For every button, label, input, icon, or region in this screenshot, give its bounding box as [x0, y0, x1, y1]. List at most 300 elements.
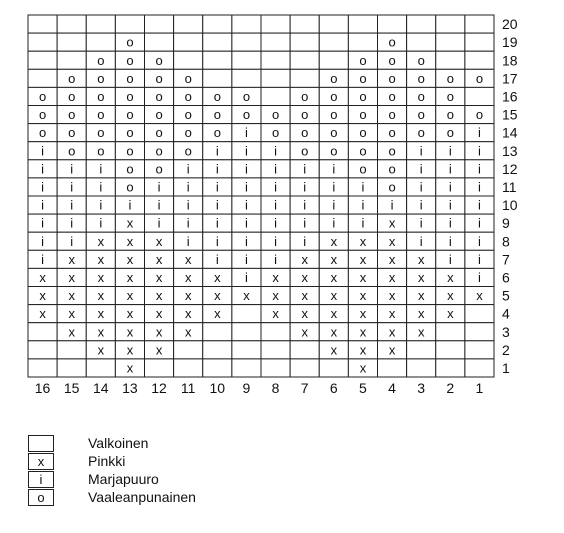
chart-cell — [232, 341, 261, 359]
chart-symbol: o — [155, 143, 163, 159]
chart-cell — [348, 33, 377, 51]
chart-cell — [203, 15, 232, 33]
chart-cell — [145, 359, 174, 377]
chart-symbol: i — [419, 197, 423, 213]
column-label: 16 — [34, 380, 51, 396]
chart-symbol: x — [126, 360, 134, 376]
chart-symbol: x — [97, 342, 105, 358]
chart-symbol: i — [332, 215, 336, 231]
chart-symbol: o — [301, 107, 309, 123]
chart-symbol: i — [477, 197, 481, 213]
chart-cell — [407, 33, 436, 51]
chart-cell — [28, 323, 57, 341]
row-label: 9 — [502, 215, 510, 232]
chart-symbol: x — [126, 324, 134, 340]
legend-swatch: o — [28, 489, 54, 506]
chart-symbol: o — [388, 34, 396, 50]
chart-symbol: x — [301, 269, 308, 285]
chart-symbol: o — [213, 88, 221, 104]
chart-symbol: o — [38, 107, 47, 123]
chart-symbol: x — [301, 306, 308, 322]
chart-symbol: o — [388, 161, 396, 177]
chart-cell — [57, 341, 86, 359]
chart-symbol: x — [97, 324, 105, 340]
chart-cell — [465, 341, 494, 359]
chart-cell — [290, 359, 319, 377]
chart-symbol: o — [38, 125, 47, 141]
chart-symbol: o — [155, 125, 163, 141]
chart-symbol: i — [448, 143, 452, 159]
chart-symbol: i — [274, 161, 278, 177]
row-label: 12 — [502, 160, 518, 177]
chart-symbol: i — [41, 143, 45, 159]
row-label: 7 — [502, 251, 510, 268]
chart-symbol: x — [388, 215, 396, 231]
column-label: 1 — [475, 380, 484, 396]
chart-cell — [407, 341, 436, 359]
chart-symbol: i — [332, 161, 336, 177]
chart-symbol: x — [184, 288, 192, 304]
row-label: 3 — [502, 323, 510, 340]
chart-cell — [145, 33, 174, 51]
chart-cell — [174, 341, 203, 359]
chart-symbol: i — [244, 251, 248, 267]
chart-symbol: x — [155, 342, 163, 358]
chart-symbol: o — [388, 107, 396, 123]
chart-symbol: o — [417, 125, 425, 141]
chart-symbol: x — [388, 269, 396, 285]
chart-symbol: x — [417, 251, 425, 267]
chart-symbol: i — [274, 197, 278, 213]
chart-symbol: x — [359, 251, 367, 267]
row-label: 18 — [502, 52, 518, 69]
chart-symbol: i — [215, 197, 219, 213]
chart-symbol: i — [477, 233, 481, 249]
chart-symbol: o — [97, 52, 105, 68]
chart-symbol: i — [215, 251, 219, 267]
chart-symbol: o — [68, 70, 76, 86]
chart-symbol: x — [214, 306, 221, 322]
chart-cell — [115, 15, 144, 33]
chart-cell — [232, 69, 261, 87]
chart-cell — [290, 33, 319, 51]
chart-symbol: o — [155, 107, 163, 123]
chart-symbol: i — [477, 215, 481, 231]
row-label: 4 — [502, 305, 510, 322]
column-label: 5 — [359, 380, 367, 396]
chart-symbol: i — [244, 215, 248, 231]
chart-symbol: x — [184, 306, 192, 322]
chart-cell — [436, 341, 465, 359]
chart-symbol: o — [68, 88, 76, 104]
chart-cell — [290, 69, 319, 87]
chart-symbol: i — [448, 215, 452, 231]
chart-symbol: i — [186, 215, 190, 231]
chart-cell — [465, 33, 494, 51]
chart-symbol: x — [126, 342, 134, 358]
chart-symbol: i — [99, 179, 103, 195]
chart-symbol: x — [155, 269, 163, 285]
chart-symbol: o — [301, 143, 309, 159]
chart-symbol: i — [448, 197, 452, 213]
chart-symbol: i — [244, 161, 248, 177]
chart-symbol: o — [155, 88, 163, 104]
chart-cell — [261, 323, 290, 341]
chart-cell — [232, 305, 261, 323]
chart-cell — [261, 341, 290, 359]
chart-symbol: i — [99, 161, 103, 177]
chart-cell — [203, 341, 232, 359]
row-label: 17 — [502, 70, 518, 87]
chart-symbol: x — [39, 306, 46, 322]
chart-symbol: i — [41, 251, 45, 267]
chart-symbol: o — [126, 179, 134, 195]
legend-swatch — [28, 435, 54, 452]
chart-symbol: o — [155, 161, 163, 177]
chart-symbol: x — [447, 269, 454, 285]
chart-symbol: o — [388, 143, 396, 159]
chart-symbol: o — [417, 88, 425, 104]
column-label: 14 — [93, 380, 109, 396]
chart-symbol: o — [359, 143, 367, 159]
chart-symbol: x — [155, 251, 163, 267]
chart-symbol: x — [388, 306, 396, 322]
chart-symbol: x — [330, 269, 338, 285]
chart-symbol: x — [359, 306, 367, 322]
chart-symbol: o — [388, 179, 396, 195]
chart-symbol: x — [330, 324, 338, 340]
chart-symbol: x — [126, 251, 134, 267]
chart-symbol: o — [97, 125, 105, 141]
chart-cell — [465, 51, 494, 69]
chart-symbol: i — [419, 161, 423, 177]
chart-symbol: i — [303, 215, 307, 231]
chart-cell — [407, 359, 436, 377]
chart-symbol: i — [215, 233, 219, 249]
chart-cell — [436, 15, 465, 33]
chart-symbol: x — [39, 269, 46, 285]
column-label: 8 — [271, 380, 280, 396]
legend-label: Pinkki — [88, 453, 126, 469]
chart-symbol: i — [244, 269, 248, 285]
chart-symbol: o — [242, 107, 251, 123]
chart-cell — [57, 359, 86, 377]
chart-symbol: x — [388, 251, 396, 267]
chart-symbol: o — [184, 107, 192, 123]
chart-symbol: o — [330, 125, 338, 141]
chart-cell — [28, 51, 57, 69]
chart-symbol: i — [303, 233, 307, 249]
chart-cell — [86, 359, 115, 377]
chart-symbol: o — [301, 88, 309, 104]
chart-symbol: o — [475, 70, 484, 86]
chart-symbol: o — [330, 70, 338, 86]
chart-symbol: o — [126, 107, 134, 123]
chart-symbol: i — [244, 125, 248, 141]
chart-symbol: x — [97, 288, 105, 304]
column-label: 11 — [180, 380, 196, 396]
chart-symbol: o — [97, 143, 105, 159]
chart-cell — [174, 51, 203, 69]
column-numbers — [35, 380, 484, 396]
chart-symbol: i — [361, 215, 365, 231]
column-label: 13 — [122, 380, 138, 396]
row-label: 2 — [502, 341, 510, 358]
chart-symbol: x — [68, 324, 75, 340]
chart-symbol: o — [97, 70, 105, 86]
chart-symbol: o — [155, 70, 163, 86]
chart-symbol: o — [126, 161, 134, 177]
chart-cell — [465, 15, 494, 33]
chart-symbol: i — [419, 233, 423, 249]
chart-symbol: i — [41, 215, 45, 231]
chart-cell — [232, 359, 261, 377]
chart-symbol: o — [446, 107, 454, 123]
chart-symbol: o — [242, 88, 251, 104]
chart-symbol: o — [301, 125, 309, 141]
chart-symbol: o — [446, 88, 454, 104]
chart-symbol: x — [97, 251, 105, 267]
chart-symbol: x — [214, 269, 221, 285]
chart-symbol: i — [99, 215, 103, 231]
row-label: 19 — [502, 34, 518, 51]
chart-cell — [232, 323, 261, 341]
row-label: 14 — [502, 124, 518, 141]
chart-symbol: o — [359, 107, 367, 123]
chart-symbol: o — [359, 52, 367, 68]
chart-symbol: o — [359, 125, 367, 141]
chart-symbol: x — [417, 324, 425, 340]
legend-label: Vaaleanpunainen — [88, 489, 196, 505]
chart-symbol: o — [126, 88, 134, 104]
chart-cell — [86, 15, 115, 33]
chart-symbol: o — [126, 125, 134, 141]
chart-symbol: o — [68, 107, 76, 123]
column-label: 10 — [209, 380, 226, 396]
row-label: 1 — [502, 359, 510, 376]
chart-cell — [436, 51, 465, 69]
chart-symbol: i — [274, 215, 278, 231]
chart-cell — [57, 51, 86, 69]
chart-symbol: x — [68, 269, 75, 285]
chart-symbol: x — [301, 251, 308, 267]
chart-symbol: x — [417, 288, 425, 304]
chart-symbol: o — [475, 107, 484, 123]
chart-symbol: x — [68, 306, 75, 322]
chart-symbol: i — [70, 179, 74, 195]
column-label: 9 — [242, 380, 251, 396]
chart-symbol: i — [215, 161, 219, 177]
chart-symbol: i — [99, 197, 103, 213]
chart-symbol: x — [184, 251, 192, 267]
column-label: 15 — [63, 380, 80, 396]
chart-symbol: i — [157, 179, 161, 195]
chart-symbol: x — [272, 288, 279, 304]
chart-symbol: o — [446, 70, 454, 86]
chart-symbol: i — [215, 215, 219, 231]
chart-symbol: i — [477, 251, 481, 267]
column-label: 4 — [388, 380, 396, 396]
chart-cell — [203, 51, 232, 69]
legend-swatch: x — [28, 453, 54, 470]
chart-cell — [465, 323, 494, 341]
column-label: 7 — [300, 380, 309, 396]
chart-cell — [174, 33, 203, 51]
chart-symbol: x — [97, 233, 105, 249]
chart-symbol: o — [184, 125, 192, 141]
chart-grid — [28, 15, 494, 377]
chart-symbol: o — [38, 88, 47, 104]
chart-symbol: i — [477, 125, 481, 141]
row-label: 8 — [502, 233, 510, 250]
chart-symbol: i — [419, 143, 423, 159]
column-label: 6 — [329, 380, 338, 396]
legend-label: Marjapuuro — [88, 471, 159, 487]
chart-symbol: x — [476, 288, 483, 304]
column-label: 2 — [446, 380, 455, 396]
chart-cell — [465, 87, 494, 105]
chart-symbol: i — [477, 179, 481, 195]
chart-symbol: x — [388, 324, 396, 340]
chart-symbol: i — [244, 143, 248, 159]
chart-symbol: i — [157, 215, 161, 231]
chart-symbol: x — [359, 233, 367, 249]
chart-symbol: x — [68, 251, 75, 267]
chart-symbol: i — [361, 179, 365, 195]
chart-cell — [203, 323, 232, 341]
row-label: 6 — [502, 269, 510, 286]
chart-cell — [261, 359, 290, 377]
chart-symbol: i — [186, 197, 190, 213]
chart-symbol: i — [41, 161, 45, 177]
chart-symbol: x — [39, 288, 46, 304]
chart-symbol: x — [359, 324, 367, 340]
chart-symbol: o — [388, 52, 396, 68]
chart-symbol: o — [388, 125, 396, 141]
row-label: 11 — [502, 178, 517, 195]
chart-cell — [378, 15, 407, 33]
chart-symbol: i — [70, 233, 74, 249]
chart-symbol: o — [388, 88, 396, 104]
chart-symbol: i — [244, 179, 248, 195]
chart-symbol: o — [417, 107, 425, 123]
chart-cell — [348, 15, 377, 33]
chart-cell — [290, 341, 319, 359]
chart-symbol: o — [330, 88, 338, 104]
chart-symbol: o — [184, 143, 192, 159]
chart-cell — [203, 69, 232, 87]
chart-symbol: o — [330, 143, 338, 159]
chart-symbol: x — [359, 360, 367, 376]
chart-cell — [436, 33, 465, 51]
chart-cell — [319, 359, 348, 377]
row-label: 15 — [502, 106, 518, 123]
chart-cell — [174, 15, 203, 33]
chart-symbol: i — [361, 197, 365, 213]
chart-cell — [174, 359, 203, 377]
chart-symbol: i — [448, 251, 452, 267]
chart-symbol: i — [274, 179, 278, 195]
chart-cell — [261, 51, 290, 69]
chart-symbol: i — [419, 215, 423, 231]
chart-symbol: i — [448, 161, 452, 177]
chart-symbol: o — [417, 70, 425, 86]
chart-symbol: x — [272, 306, 279, 322]
chart-symbol: x — [388, 342, 396, 358]
chart-symbol: i — [41, 179, 45, 195]
chart-symbol: o — [213, 107, 221, 123]
legend-swatch: i — [28, 471, 54, 488]
chart-symbol: i — [244, 197, 248, 213]
chart-cell — [232, 51, 261, 69]
chart-cell — [28, 33, 57, 51]
chart-symbol: x — [126, 269, 134, 285]
chart-symbol: x — [155, 233, 163, 249]
chart-cell — [465, 305, 494, 323]
chart-symbol: x — [359, 269, 367, 285]
chart-symbol: x — [214, 288, 221, 304]
chart-cell — [28, 15, 57, 33]
chart-symbol: x — [417, 306, 425, 322]
chart-symbol: x — [155, 306, 163, 322]
chart-symbol: o — [126, 52, 134, 68]
chart-symbol: i — [419, 179, 423, 195]
chart-cell — [407, 15, 436, 33]
chart-symbol: o — [359, 88, 367, 104]
chart-cell — [261, 33, 290, 51]
chart-symbol: i — [303, 179, 307, 195]
chart-symbol: x — [97, 306, 105, 322]
chart-symbol: i — [186, 179, 190, 195]
chart-symbol: i — [448, 233, 452, 249]
chart-symbol: i — [274, 143, 278, 159]
chart-cell — [319, 51, 348, 69]
chart-cell — [28, 359, 57, 377]
chart-cell — [290, 15, 319, 33]
chart-symbol: o — [184, 70, 192, 86]
row-numbers — [502, 16, 518, 376]
chart-cell — [86, 33, 115, 51]
chart-symbol: x — [417, 269, 425, 285]
chart-cell — [319, 33, 348, 51]
chart-symbol: o — [446, 125, 454, 141]
chart-cell — [57, 33, 86, 51]
chart-symbol: x — [184, 269, 192, 285]
chart-symbol: x — [330, 251, 338, 267]
chart-symbol: i — [274, 233, 278, 249]
column-label: 12 — [151, 380, 167, 396]
chart-symbol: x — [126, 288, 134, 304]
row-label: 20 — [502, 16, 518, 33]
chart-cell — [28, 69, 57, 87]
chart-symbol: x — [447, 288, 454, 304]
chart-symbol: i — [186, 233, 190, 249]
chart-cell — [232, 15, 261, 33]
chart-symbol: x — [155, 288, 163, 304]
chart-symbol: x — [388, 233, 396, 249]
chart-symbol: i — [477, 161, 481, 177]
chart-symbol: x — [330, 342, 338, 358]
chart-symbol: o — [359, 70, 367, 86]
chart-symbol: x — [301, 288, 308, 304]
chart-symbol: i — [157, 197, 161, 213]
chart-symbol: x — [330, 233, 338, 249]
row-label: 16 — [502, 88, 518, 105]
chart-symbol: o — [68, 125, 76, 141]
chart-symbol: i — [244, 233, 248, 249]
chart-symbol: i — [332, 197, 336, 213]
chart-symbol: i — [477, 269, 481, 285]
